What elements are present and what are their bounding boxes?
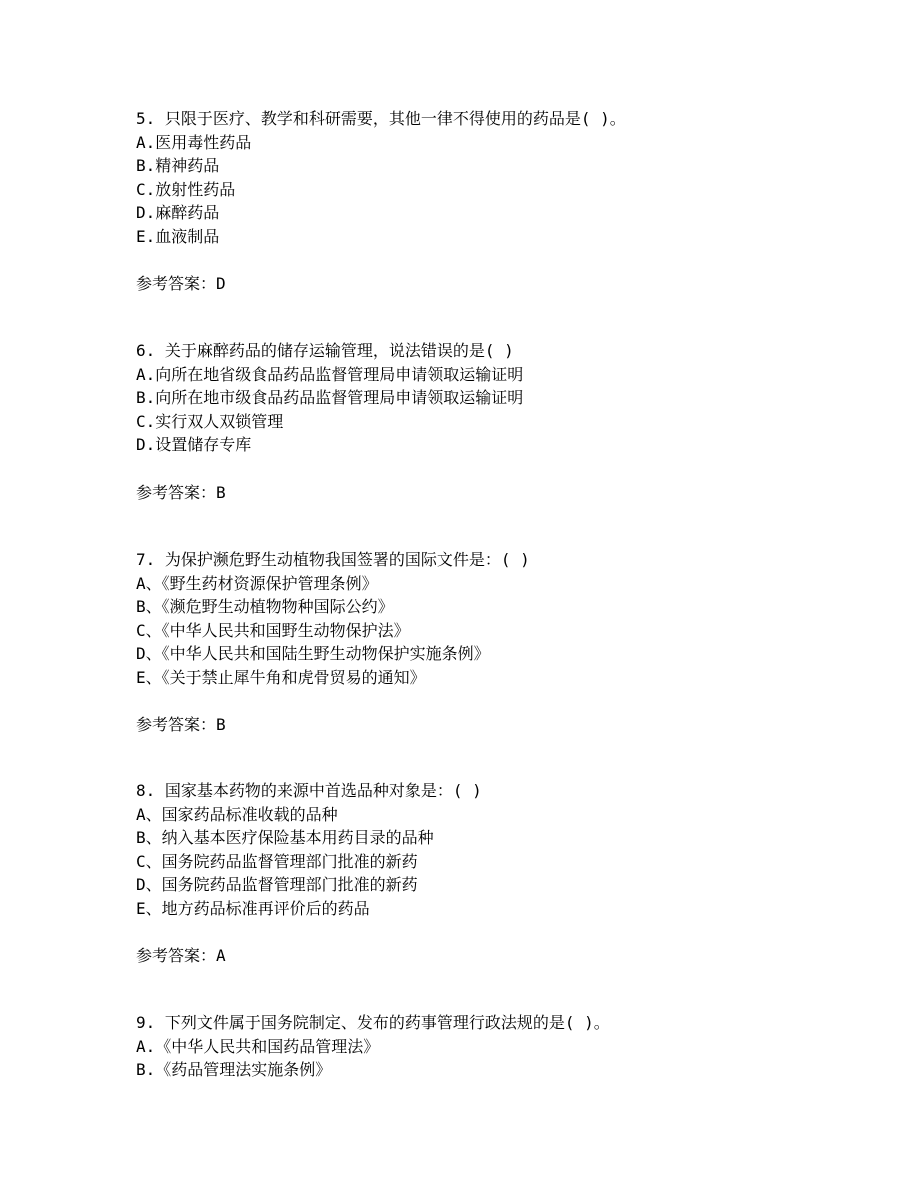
option-d: D.设置储存专库 (136, 435, 252, 455)
reference-answer: 参考答案：B (136, 715, 226, 735)
option-c: C.放射性药品 (136, 179, 236, 199)
question-stem: 5. 只限于医疗、教学和科研需要，其他一律不得使用的药品是( )。 (136, 109, 626, 128)
reference-answer: 参考答案：B (136, 482, 226, 502)
option-c: C.实行双人双锁管理 (136, 411, 284, 431)
option-b: B.向所在地市级食品药品监督管理局申请领取运输证明 (136, 388, 524, 408)
option-b: B.《药品管理法实施条例》 (136, 1060, 332, 1080)
question-stem: 7. 为保护濒危野生动植物我国签署的国际文件是：( ) (136, 550, 530, 569)
option-e: E、地方药品标准再评价后的药品 (136, 898, 370, 918)
option-d: D.麻醉药品 (136, 203, 220, 223)
option-a: A.向所在地省级食品药品监督管理局申请领取运输证明 (136, 364, 524, 384)
question-9 (136, 1011, 876, 1082)
question-8 (136, 779, 876, 968)
option-a: A.《中华人民共和国药品管理法》 (136, 1036, 380, 1056)
question-stem: 8. 国家基本药物的来源中首选品种对象是：( ) (136, 781, 482, 800)
question-7 (136, 548, 876, 737)
reference-answer: 参考答案：A (136, 946, 226, 966)
option-b: B.精神药品 (136, 156, 220, 176)
option-d: D、国务院药品监督管理部门批准的新药 (136, 875, 418, 895)
option-c: C、国务院药品监督管理部门批准的新药 (136, 851, 418, 871)
question-6 (136, 339, 876, 504)
option-a: A.医用毒性药品 (136, 132, 252, 152)
question-stem: 9. 下列文件属于国务院制定、发布的药事管理行政法规的是( )。 (136, 1013, 610, 1032)
option-a: A、《野生药材资源保护管理条例》 (136, 573, 378, 593)
option-c: C、《中华人民共和国野生动物保护法》 (136, 620, 410, 640)
option-d: D、《中华人民共和国陆生野生动物保护实施条例》 (136, 644, 490, 664)
option-b: B、纳入基本医疗保险基本用药目录的品种 (136, 828, 434, 848)
question-stem: 6. 关于麻醉药品的储存运输管理，说法错误的是( ) (136, 341, 514, 360)
option-e: E.血液制品 (136, 226, 220, 246)
option-a: A、国家药品标准收载的品种 (136, 804, 338, 824)
option-b: B、《濒危野生动植物物种国际公约》 (136, 597, 394, 617)
reference-answer: 参考答案：D (136, 274, 226, 294)
question-5 (136, 107, 876, 296)
option-e: E、《关于禁止犀牛角和虎骨贸易的通知》 (136, 667, 426, 687)
